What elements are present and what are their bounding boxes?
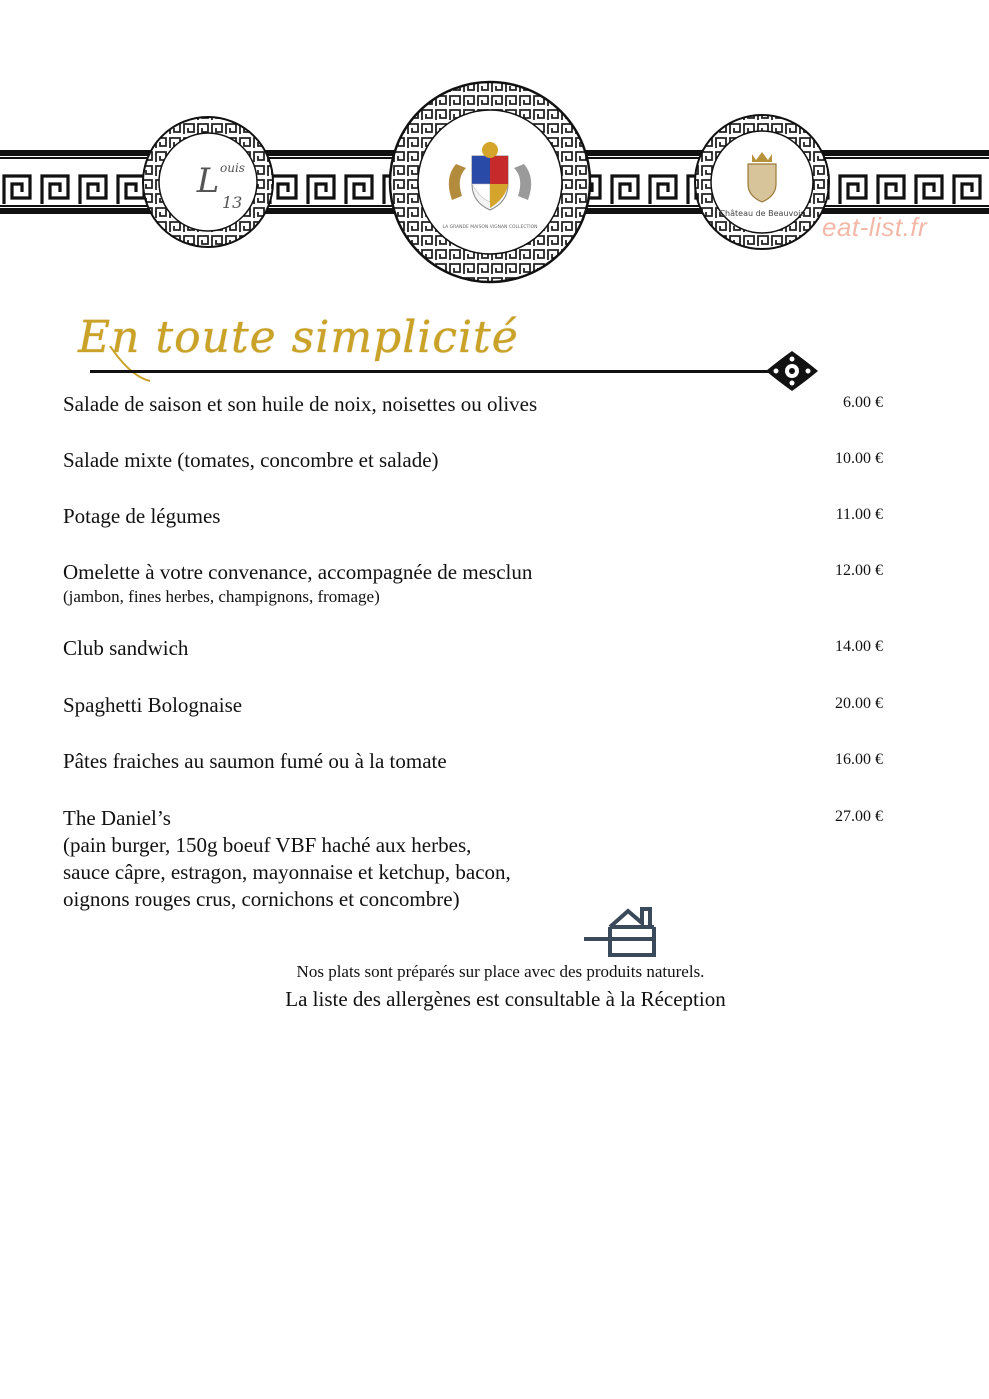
svg-text:ouis: ouis [220, 161, 245, 175]
menu-item-price: 6.00 € [843, 394, 883, 411]
homemade-house-icon [582, 905, 662, 960]
allergens-note: La liste des allergènes est consultable à la Réception [285, 987, 726, 1011]
menu-item [63, 447, 893, 474]
menu-item-price: 11.00 € [835, 506, 883, 523]
menu-item [63, 805, 893, 913]
menu-item-name: Spaghetti Bolognaise [63, 693, 243, 717]
svg-text:Château de Beauvois: Château de Beauvois [719, 209, 805, 218]
menu-item [63, 503, 893, 530]
menu-item-name: Club sandwich [63, 636, 189, 660]
svg-text:L: L [196, 161, 220, 201]
menu-item-price: 20.00 € [835, 695, 883, 712]
menu-item-price: 16.00 € [835, 751, 883, 768]
flourish-ornament-icon [766, 351, 818, 391]
menu-item-name: The Daniel’s [63, 806, 171, 830]
menu-item-name: Pâtes fraiches au saumon fumé ou à la tomate [63, 749, 447, 773]
crest-caption: LA GRANDE MAISON VIGNAN COLLECTION [442, 225, 538, 230]
louis13-logo-medallion [143, 117, 273, 247]
crest-medallion [390, 82, 590, 282]
menu-item-name: Potage de légumes [63, 504, 221, 528]
menu-item-price: 10.00 € [835, 450, 883, 467]
menu-item [63, 635, 893, 662]
menu-item-description: oignons rouges crus, cornichons et concombre) [63, 887, 460, 911]
menu-item-description: sauce câpre, estragon, mayonnaise et ketchup, bacon, [63, 860, 511, 884]
menu-item [63, 559, 893, 608]
menu-item-name: Salade mixte (tomates, concombre et salade) [63, 448, 439, 472]
menu-item-description: (jambon, fines herbes, champignons, fromage) [63, 587, 380, 606]
homemade-note: Nos plats sont préparés sur place avec des produits naturels. [296, 962, 705, 981]
ornamental-divider [60, 346, 830, 396]
menu-item-price: 14.00 € [835, 638, 883, 655]
watermark-text: eat-list.fr [822, 212, 928, 242]
greek-key-banner [0, 80, 989, 290]
section-title: En toute simplicité [78, 312, 519, 363]
menu-item-price: 27.00 € [835, 808, 883, 825]
menu-item [63, 692, 893, 719]
chateau-beauvois-logo-medallion [695, 115, 829, 249]
svg-text:13: 13 [222, 193, 243, 212]
menu-item-name: Omelette à votre convenance, accompagnée de mesclun [63, 560, 533, 584]
menu-item [63, 391, 893, 418]
menu-item [63, 748, 893, 775]
menu-item-description: (pain burger, 150g boeuf VBF haché aux herbes, [63, 833, 472, 857]
menu-item-price: 12.00 € [835, 562, 883, 579]
menu-item-name: Salade de saison et son huile de noix, noisettes ou olives [63, 392, 538, 416]
